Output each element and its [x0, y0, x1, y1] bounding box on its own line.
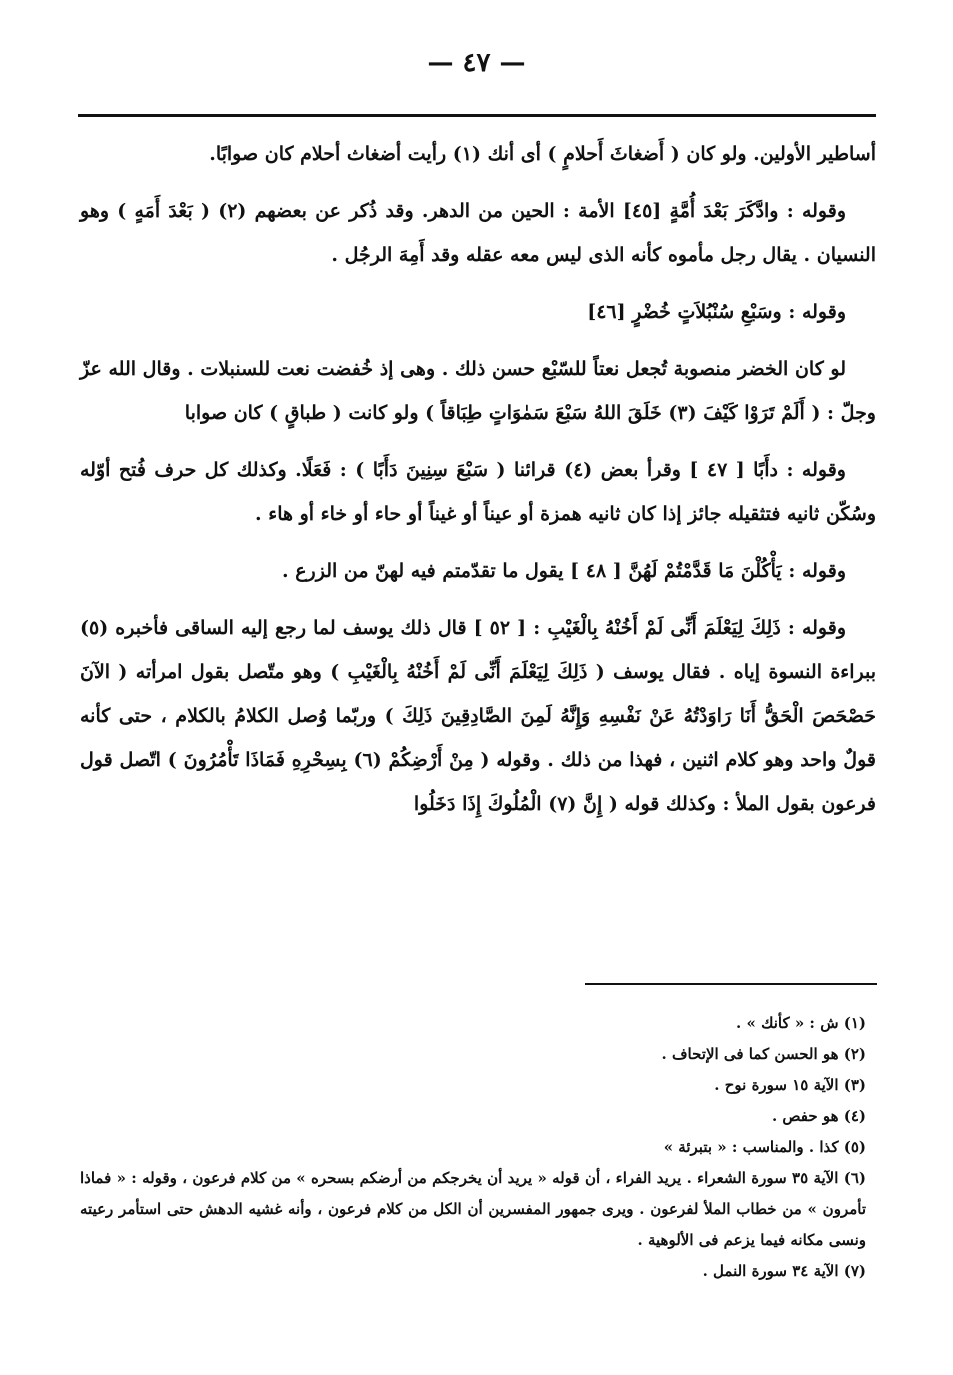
main-text	[80, 132, 876, 839]
paragraph: وقوله : دأَبًا [ ٤٧ ] وقرأ بعض (٤) قرائنا ( سَبْعَ سِنِينَ دَأَبًا ) : فَعَلًا. وكذلك كل حرف فُتح أوّله وسُكّن ثانيه فتثقيله جائز إذا كان ثانيه همزة أو عيناً أو غيناً أو حاء أو خاء أو هاء .	[80, 459, 876, 525]
page-number: — ٤٧ —	[427, 48, 526, 78]
paragraph: وقوله : وسَبْعِ سُنْبُلاَتٍ خُضْرٍ [٤٦]	[587, 301, 846, 323]
footnote: (٧) الآية ٣٤ سورة النمل .	[702, 1262, 866, 1280]
paragraph: أساطير الأولين. ولو كان ( أَضغاثَ أَحلامٍ ) أى أنك (١) رأيت أضغاث أحلام كان صوابًا.	[209, 143, 876, 165]
footnote: (٦) الآية ٣٥ سورة الشعراء . يريد الفراء ، أن قوله « يريد أن يخرجكم من أرضكم بسحره » من كلام فرعون ، وقوله : « فماذا تأمرون » من خطاب الملأ لفرعون . ويرى جمهور المفسرين أن الكل من كلام فرعون ، وأنه غشيه الدهش حتى استأمر رعيته ونسى مكانه فيما يزعم فى الألوهية .	[80, 1169, 866, 1249]
paragraph: لو كان الخضر منصوبة تُجعل نعتاً للسّبْع حسن ذلك . وهى إذ خُفضت نعت للسنبلات . وقال الله عزّ وجلّ : ( أَلَمْ تَرَوْا كَيْفَ (٣) خَلَقَ اللهُ سَبْعَ سَمٰوَاتٍ طِبَاقاً ) ولو كانت ( طباقٍ ) كان صوابا	[80, 358, 876, 424]
footnote: (١) ش : « كأنك » .	[736, 1014, 866, 1032]
footnote: (٢) هو الحسن كما فى الإتحاف .	[661, 1045, 866, 1063]
footnotes	[80, 1008, 876, 1287]
footnote: (٣) الآية ١٥ سورة نوح .	[714, 1076, 866, 1094]
footnote: (٥) كذا . والمناسب : « بتبرئة »	[663, 1138, 866, 1156]
paragraph: وقوله : وادَّكَرَ بَعْدَ أُمَّةٍ [٤٥] الأمة : الحين من الدهر. وقد ذُكر عن بعضهم (٢) ( بَعْدَ أَمَهٍ ) وهو النسيان . يقال رجل مأموه كأنه الذى ليس معه عقله وقد أَمِهَ الرجُل .	[80, 200, 876, 266]
footnote-rule	[585, 983, 877, 985]
header-rule	[78, 114, 876, 117]
footnote: (٤) هو حفص .	[771, 1107, 866, 1125]
paragraph: وقوله : ذَلِكَ لِيَعْلَمَ أَنِّى لَمْ أَخُنْهُ بِالْغَيْبِ : [ ٥٢ ] قال ذلك يوسف لما رجع إليه الساقى فأخبره (٥) ببراءة النسوة إياه . فقال يوسف ( ذَلِكَ لِيَعْلَمَ أَنِّى لَمْ أَخُنْهُ بِالْغَيْبِ ) وهو متّصل بقول امرأته ( الآنَ حَصْحَصَ الْحَقُّ أَنَا رَاوَدْتُهُ عَنْ نَفْسِهِ وَإِنَّهُ لَمِنَ الصَّادِقِينَ ذَلِكَ ) وربّما وُصل الكلامُ بالكلام ، حتى كأنه قولٌ واحد وهو كلام اثنين ، فهذا من ذلك . وقوله ( مِنْ أَرْضِكُمْ (٦) بِسِحْرِهِ فَمَاذَا تَأْمُرُونَ ) اتّصل قول فرعون بقول الملأ : وكذلك قوله ( إِنَّ (٧) الْمُلُوكَ إِذَا دَخَلُوا	[80, 617, 876, 815]
paragraph: وقوله : يَأْكُلْنَ مَا قَدَّمْتُمْ لَهُنَّ [ ٤٨ ] يقول ما تقدّمتم فيه لهنّ من الزرع .	[281, 560, 846, 582]
